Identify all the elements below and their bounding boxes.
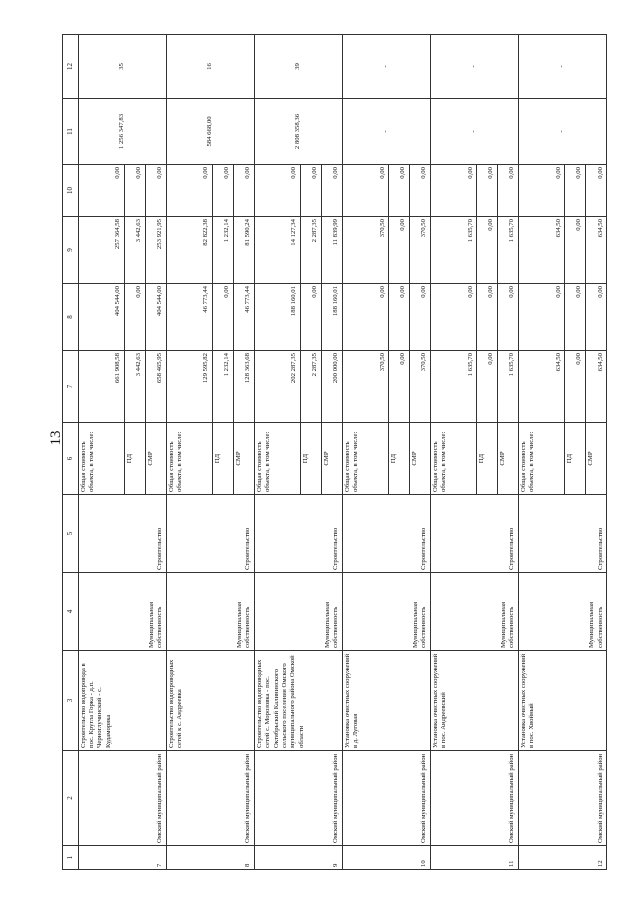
district-cell: Омский муниципальный район — [430, 751, 518, 846]
object-name-cell: Установка очистных сооружений в пос. Андреевский — [430, 651, 518, 751]
capacity-cell: - — [342, 99, 430, 165]
total-cost-cell: 200 000,00 — [321, 351, 342, 423]
cost-type-cell: Общая стоимость объекта, в том числе: — [166, 423, 212, 495]
federal-cost-cell: 188 160,01 — [254, 284, 300, 351]
work-type-cell: Строительство — [518, 495, 606, 573]
local-cost-cell: 0,00 — [166, 165, 212, 217]
federal-cost-cell: 46 773,44 — [233, 284, 254, 351]
column-header: 11 — [63, 99, 79, 165]
ownership-cell: Муниципальная собственность — [342, 573, 430, 651]
investment-table — [62, 34, 607, 870]
ownership-cell: Муниципальная собственность — [518, 573, 606, 651]
regional-cost-cell: 1 232,14 — [212, 217, 233, 284]
federal-cost-cell: 404 544,00 — [78, 284, 124, 351]
total-cost-cell: 2 287,35 — [300, 351, 321, 423]
cost-type-cell: СМР — [409, 423, 430, 495]
regional-cost-cell: 370,50 — [409, 217, 430, 284]
local-cost-cell: 0,00 — [254, 165, 300, 217]
count-cell: - — [430, 35, 518, 99]
cost-type-cell: СМР — [233, 423, 254, 495]
column-header: 9 — [63, 217, 79, 284]
table-row — [254, 35, 300, 870]
total-cost-cell: 1 635,70 — [430, 351, 476, 423]
column-header: 3 — [63, 651, 79, 751]
column-header: 12 — [63, 35, 79, 99]
regional-cost-cell: 1 635,70 — [430, 217, 476, 284]
cost-type-cell: Общая стоимость объекта, в том числе: — [518, 423, 564, 495]
cost-type-cell: ПД — [124, 423, 145, 495]
federal-cost-cell: 0,00 — [300, 284, 321, 351]
cost-type-cell: ПД — [388, 423, 409, 495]
cost-type-cell: Общая стоимость объекта, в том числе: — [430, 423, 476, 495]
cost-type-cell: ПД — [212, 423, 233, 495]
work-type-cell: Строительство — [166, 495, 254, 573]
page-number: 13 — [48, 430, 64, 446]
federal-cost-cell: 0,00 — [212, 284, 233, 351]
capacity-cell: 584 668,00 — [166, 99, 254, 165]
cost-type-cell: Общая стоимость объекта, в том числе: — [78, 423, 124, 495]
total-cost-cell: 1 635,70 — [497, 351, 518, 423]
federal-cost-cell: 0,00 — [388, 284, 409, 351]
regional-cost-cell: 82 822,38 — [166, 217, 212, 284]
cost-type-cell: СМР — [585, 423, 606, 495]
federal-cost-cell: 0,00 — [124, 284, 145, 351]
local-cost-cell: 0,00 — [145, 165, 166, 217]
work-type-cell: Строительство — [342, 495, 430, 573]
table-row — [430, 35, 476, 870]
column-header: 8 — [63, 284, 79, 351]
object-name-cell: Установка очистных сооружений в д. Луговая — [342, 651, 430, 751]
count-cell: - — [518, 35, 606, 99]
local-cost-cell: 0,00 — [212, 165, 233, 217]
regional-cost-cell: 81 590,24 — [233, 217, 254, 284]
regional-cost-cell: 1 635,70 — [497, 217, 518, 284]
column-header: 7 — [63, 351, 79, 423]
local-cost-cell: 0,00 — [321, 165, 342, 217]
regional-cost-cell: 0,00 — [476, 217, 497, 284]
cost-type-cell: СМР — [145, 423, 166, 495]
object-name-cell: Строительство водопроводных сетей с. Морозовка - пос. Октябрьский Калининского сельского поселения Омского муниципального района Омской области — [254, 651, 342, 751]
table-row — [166, 35, 212, 870]
column-header: 10 — [63, 165, 79, 217]
regional-cost-cell: 370,50 — [342, 217, 388, 284]
total-cost-cell: 0,00 — [564, 351, 585, 423]
regional-cost-cell: 2 287,35 — [300, 217, 321, 284]
cost-type-cell: Общая стоимость объекта, в том числе: — [342, 423, 388, 495]
total-cost-cell: 661 908,58 — [78, 351, 124, 423]
total-cost-cell: 658 465,95 — [145, 351, 166, 423]
object-name-cell: Строительство водопровода в пос. Кругла Горка - д.п. Черноглучинский - с. Кудаморяка — [78, 651, 166, 751]
ownership-cell: Муниципальная собственность — [78, 573, 166, 651]
federal-cost-cell: 0,00 — [409, 284, 430, 351]
column-header: 6 — [63, 423, 79, 495]
object-name-cell: Строительство водопроводных сетей к с. Андреевка — [166, 651, 254, 751]
cost-type-cell: ПД — [564, 423, 585, 495]
total-cost-cell: 370,50 — [409, 351, 430, 423]
local-cost-cell: 0,00 — [124, 165, 145, 217]
regional-cost-cell: 11 839,99 — [321, 217, 342, 284]
column-header: 4 — [63, 573, 79, 651]
federal-cost-cell: 0,00 — [476, 284, 497, 351]
district-cell: Омский муниципальный район — [342, 751, 430, 846]
table-body — [63, 35, 607, 870]
ownership-cell: Муниципальная собственность — [430, 573, 518, 651]
rotated-table-container — [62, 35, 607, 870]
capacity-cell: - — [518, 99, 606, 165]
ownership-cell: Муниципальная собственность — [254, 573, 342, 651]
regional-cost-cell: 634,50 — [518, 217, 564, 284]
count-cell: 39 — [254, 35, 342, 99]
total-cost-cell: 129 595,82 — [166, 351, 212, 423]
count-cell: 16 — [166, 35, 254, 99]
work-type-cell: Строительство — [78, 495, 166, 573]
total-cost-cell: 0,00 — [476, 351, 497, 423]
local-cost-cell: 0,00 — [497, 165, 518, 217]
table-row — [518, 35, 564, 870]
federal-cost-cell: 46 773,44 — [166, 284, 212, 351]
federal-cost-cell: 0,00 — [342, 284, 388, 351]
federal-cost-cell: 0,00 — [518, 284, 564, 351]
cost-type-cell: СМР — [497, 423, 518, 495]
regional-cost-cell: 0,00 — [564, 217, 585, 284]
regional-cost-cell: 253 921,95 — [145, 217, 166, 284]
local-cost-cell: 0,00 — [564, 165, 585, 217]
object-name-cell: Установка очистных сооружений в пос. Хвойный — [518, 651, 606, 751]
district-cell: Омский муниципальный район — [78, 751, 166, 846]
cost-type-cell: СМР — [321, 423, 342, 495]
row-number-cell: 12 — [518, 846, 606, 870]
total-cost-cell: 634,50 — [585, 351, 606, 423]
regional-cost-cell: 0,00 — [388, 217, 409, 284]
total-cost-cell: 1 232,14 — [212, 351, 233, 423]
row-number-cell: 8 — [166, 846, 254, 870]
regional-cost-cell: 257 364,58 — [78, 217, 124, 284]
total-cost-cell: 0,00 — [388, 351, 409, 423]
cost-type-cell: ПД — [300, 423, 321, 495]
regional-cost-cell: 14 127,34 — [254, 217, 300, 284]
cost-type-cell: ПД — [476, 423, 497, 495]
local-cost-cell: 0,00 — [518, 165, 564, 217]
total-cost-cell: 202 287,35 — [254, 351, 300, 423]
local-cost-cell: 0,00 — [388, 165, 409, 217]
local-cost-cell: 0,00 — [233, 165, 254, 217]
federal-cost-cell: 0,00 — [497, 284, 518, 351]
capacity-cell: 2 808 358,36 — [254, 99, 342, 165]
header-row — [63, 35, 79, 870]
district-cell: Омский муниципальный район — [518, 751, 606, 846]
local-cost-cell: 0,00 — [430, 165, 476, 217]
count-cell: 35 — [78, 35, 166, 99]
row-number-cell: 9 — [254, 846, 342, 870]
row-number-cell: 7 — [78, 846, 166, 870]
federal-cost-cell: 0,00 — [564, 284, 585, 351]
total-cost-cell: 128 363,68 — [233, 351, 254, 423]
column-header: 1 — [63, 846, 79, 870]
local-cost-cell: 0,00 — [342, 165, 388, 217]
column-header: 5 — [63, 495, 79, 573]
total-cost-cell: 370,50 — [342, 351, 388, 423]
capacity-cell: 1 256 347,83 — [78, 99, 166, 165]
regional-cost-cell: 634,50 — [585, 217, 606, 284]
local-cost-cell: 0,00 — [585, 165, 606, 217]
district-cell: Омский муниципальный район — [166, 751, 254, 846]
federal-cost-cell: 0,00 — [430, 284, 476, 351]
regional-cost-cell: 3 442,63 — [124, 217, 145, 284]
local-cost-cell: 0,00 — [300, 165, 321, 217]
federal-cost-cell: 188 160,01 — [321, 284, 342, 351]
total-cost-cell: 634,50 — [518, 351, 564, 423]
total-cost-cell: 3 442,63 — [124, 351, 145, 423]
row-number-cell: 10 — [342, 846, 430, 870]
work-type-cell: Строительство — [430, 495, 518, 573]
row-number-cell: 11 — [430, 846, 518, 870]
table-row — [78, 35, 124, 870]
capacity-cell: - — [430, 99, 518, 165]
column-header: 2 — [63, 751, 79, 846]
federal-cost-cell: 0,00 — [585, 284, 606, 351]
count-cell: - — [342, 35, 430, 99]
district-cell: Омский муниципальный район — [254, 751, 342, 846]
cost-type-cell: Общая стоимость объекта, в том числе: — [254, 423, 300, 495]
local-cost-cell: 0,00 — [409, 165, 430, 217]
ownership-cell: Муниципальная собственность — [166, 573, 254, 651]
table-row — [342, 35, 388, 870]
local-cost-cell: 0,00 — [476, 165, 497, 217]
federal-cost-cell: 404 544,00 — [145, 284, 166, 351]
local-cost-cell: 0,00 — [78, 165, 124, 217]
work-type-cell: Строительство — [254, 495, 342, 573]
